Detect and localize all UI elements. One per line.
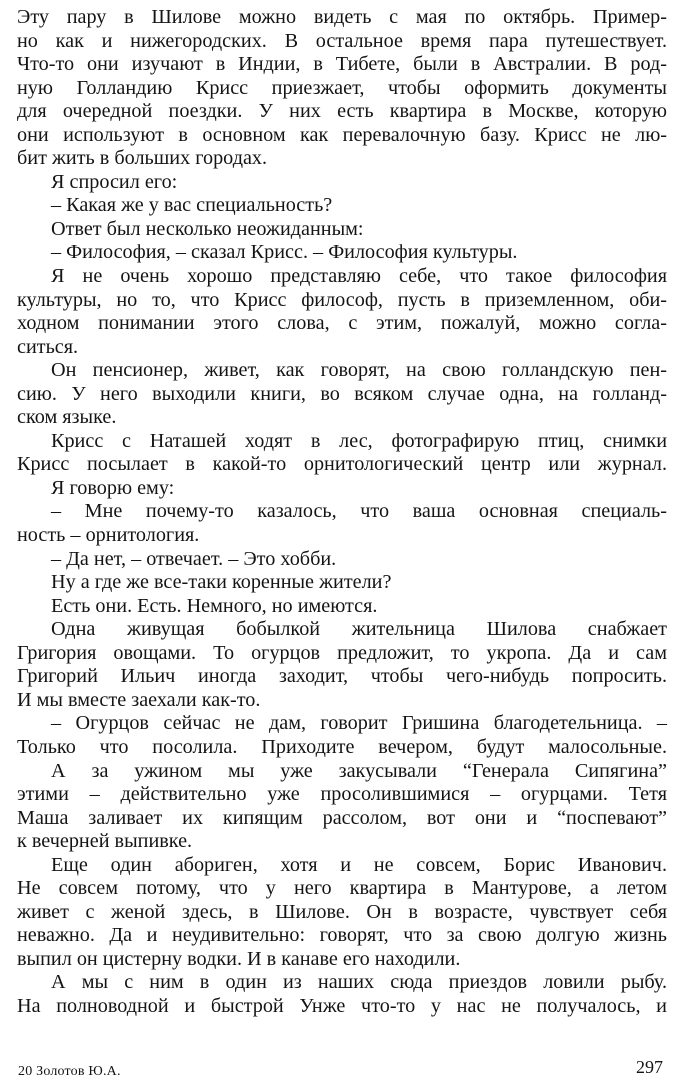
text-line: ском языке.: [17, 406, 117, 429]
text-line: ность – орнитология.: [17, 524, 200, 547]
text-line: – Философия, – сказал Крисс. – Философия культуры.: [51, 241, 518, 264]
text-line: – Какая же у вас специальность?: [51, 194, 333, 217]
text-line: выпил он цистерну водки. И в канаве его находили.: [17, 947, 461, 970]
text-line: Только что посолила. Приходите вечером, будут малосольные.: [17, 735, 667, 758]
text-line: Григорий Ильич иногда заходит, чтобы чего-нибудь попросить.: [17, 665, 667, 688]
text-line: Крисс с Наташей ходят в лес, фотографирую птиц, снимки: [51, 429, 667, 452]
text-line: бит жить в больших городах.: [17, 147, 268, 170]
text-line: Есть они. Есть. Немного, но имеются.: [51, 594, 378, 617]
text-line: ную Голландию Крисс приезжает, чтобы оформить документы: [17, 76, 667, 99]
text-line: Еще один абориген, хотя и не совсем, Борис Иванович.: [51, 853, 667, 876]
text-line: А за ужином мы уже закусывали “Генерала Сипягина”: [51, 759, 667, 782]
text-line: ходном понимании этого слова, с этим, пожалуй, можно согла-: [17, 312, 667, 335]
text-line: Что-то они изучают в Индии, в Тибете, были в Австралии. В род-: [17, 53, 667, 76]
text-line: А мы с ним в один из наших сюда приездов ловили рыбу.: [51, 971, 667, 994]
text-line: И мы вместе заехали как-то.: [17, 688, 261, 711]
text-line: культуры, но то, что Крисс философ, пусть в приземленном, оби-: [17, 288, 667, 311]
text-line: живет с женой здесь, в Шилове. Он в возрасте, чувствует себя: [17, 900, 667, 923]
text-line: но как и нижегородских. В остальное время пара путешествует.: [17, 29, 667, 52]
text-line: Я спросил его:: [51, 170, 178, 193]
text-line: для очередной поездки. У них есть квартира в Москве, которую: [17, 100, 667, 123]
text-line: к вечерней выпивке.: [17, 830, 193, 853]
page-body-text: [17, 6, 667, 1019]
text-line: Он пенсионер, живет, как говорят, на свою голландскую пен-: [51, 359, 667, 382]
text-line: неважно. Да и неудивительно: говорят, что за свою долгую жизнь: [17, 924, 667, 947]
text-line: На полноводной и быстрой Унже что-то у нас не получалось, и: [17, 994, 667, 1017]
text-line: Я говорю ему:: [51, 476, 175, 499]
text-line: этими – действительно уже просолившимися – огурцами. Тетя: [17, 783, 667, 806]
page-footer: [18, 1054, 663, 1080]
text-line: – Да нет, – отвечает. – Это хобби.: [51, 547, 337, 570]
footer-signature-mark: 20 Золотов Ю.А.: [18, 1064, 121, 1079]
text-line: Ответ был несколько неожиданным:: [51, 217, 364, 240]
text-line: ситься.: [17, 335, 79, 358]
text-line: Ну а где же все-таки коренные жители?: [51, 571, 392, 594]
text-line: Эту пару в Шилове можно видеть с мая по октябрь. Пример-: [17, 6, 667, 28]
page-number: 297: [636, 1057, 663, 1077]
text-line: Не совсем потому, что у него квартира в Мантурове, а летом: [17, 877, 667, 900]
text-line: – Огурцов сейчас не дам, говорит Гришина благодетельница. –: [51, 712, 667, 735]
text-line: Я не очень хорошо представляю себе, что такое философия: [51, 265, 667, 288]
text-line: Крисс посылает в какой-то орнитологический центр или журнал.: [17, 453, 667, 476]
text-line: – Мне почему-то казалось, что ваша основная специаль-: [51, 500, 667, 523]
text-line: Одна живущая бобылкой жительница Шилова снабжает: [51, 618, 667, 641]
text-line: сию. У него выходили книги, во всяком случае одна, на голланд-: [17, 382, 667, 405]
text-line: они используют в основном как перевалочную базу. Крисс не лю-: [17, 123, 667, 146]
text-line: Маша заливает их кипящим рассолом, вот они и “поспевают”: [17, 806, 667, 829]
text-line: Григория овощами. То огурцов предложит, то укропа. Да и сам: [17, 641, 667, 664]
